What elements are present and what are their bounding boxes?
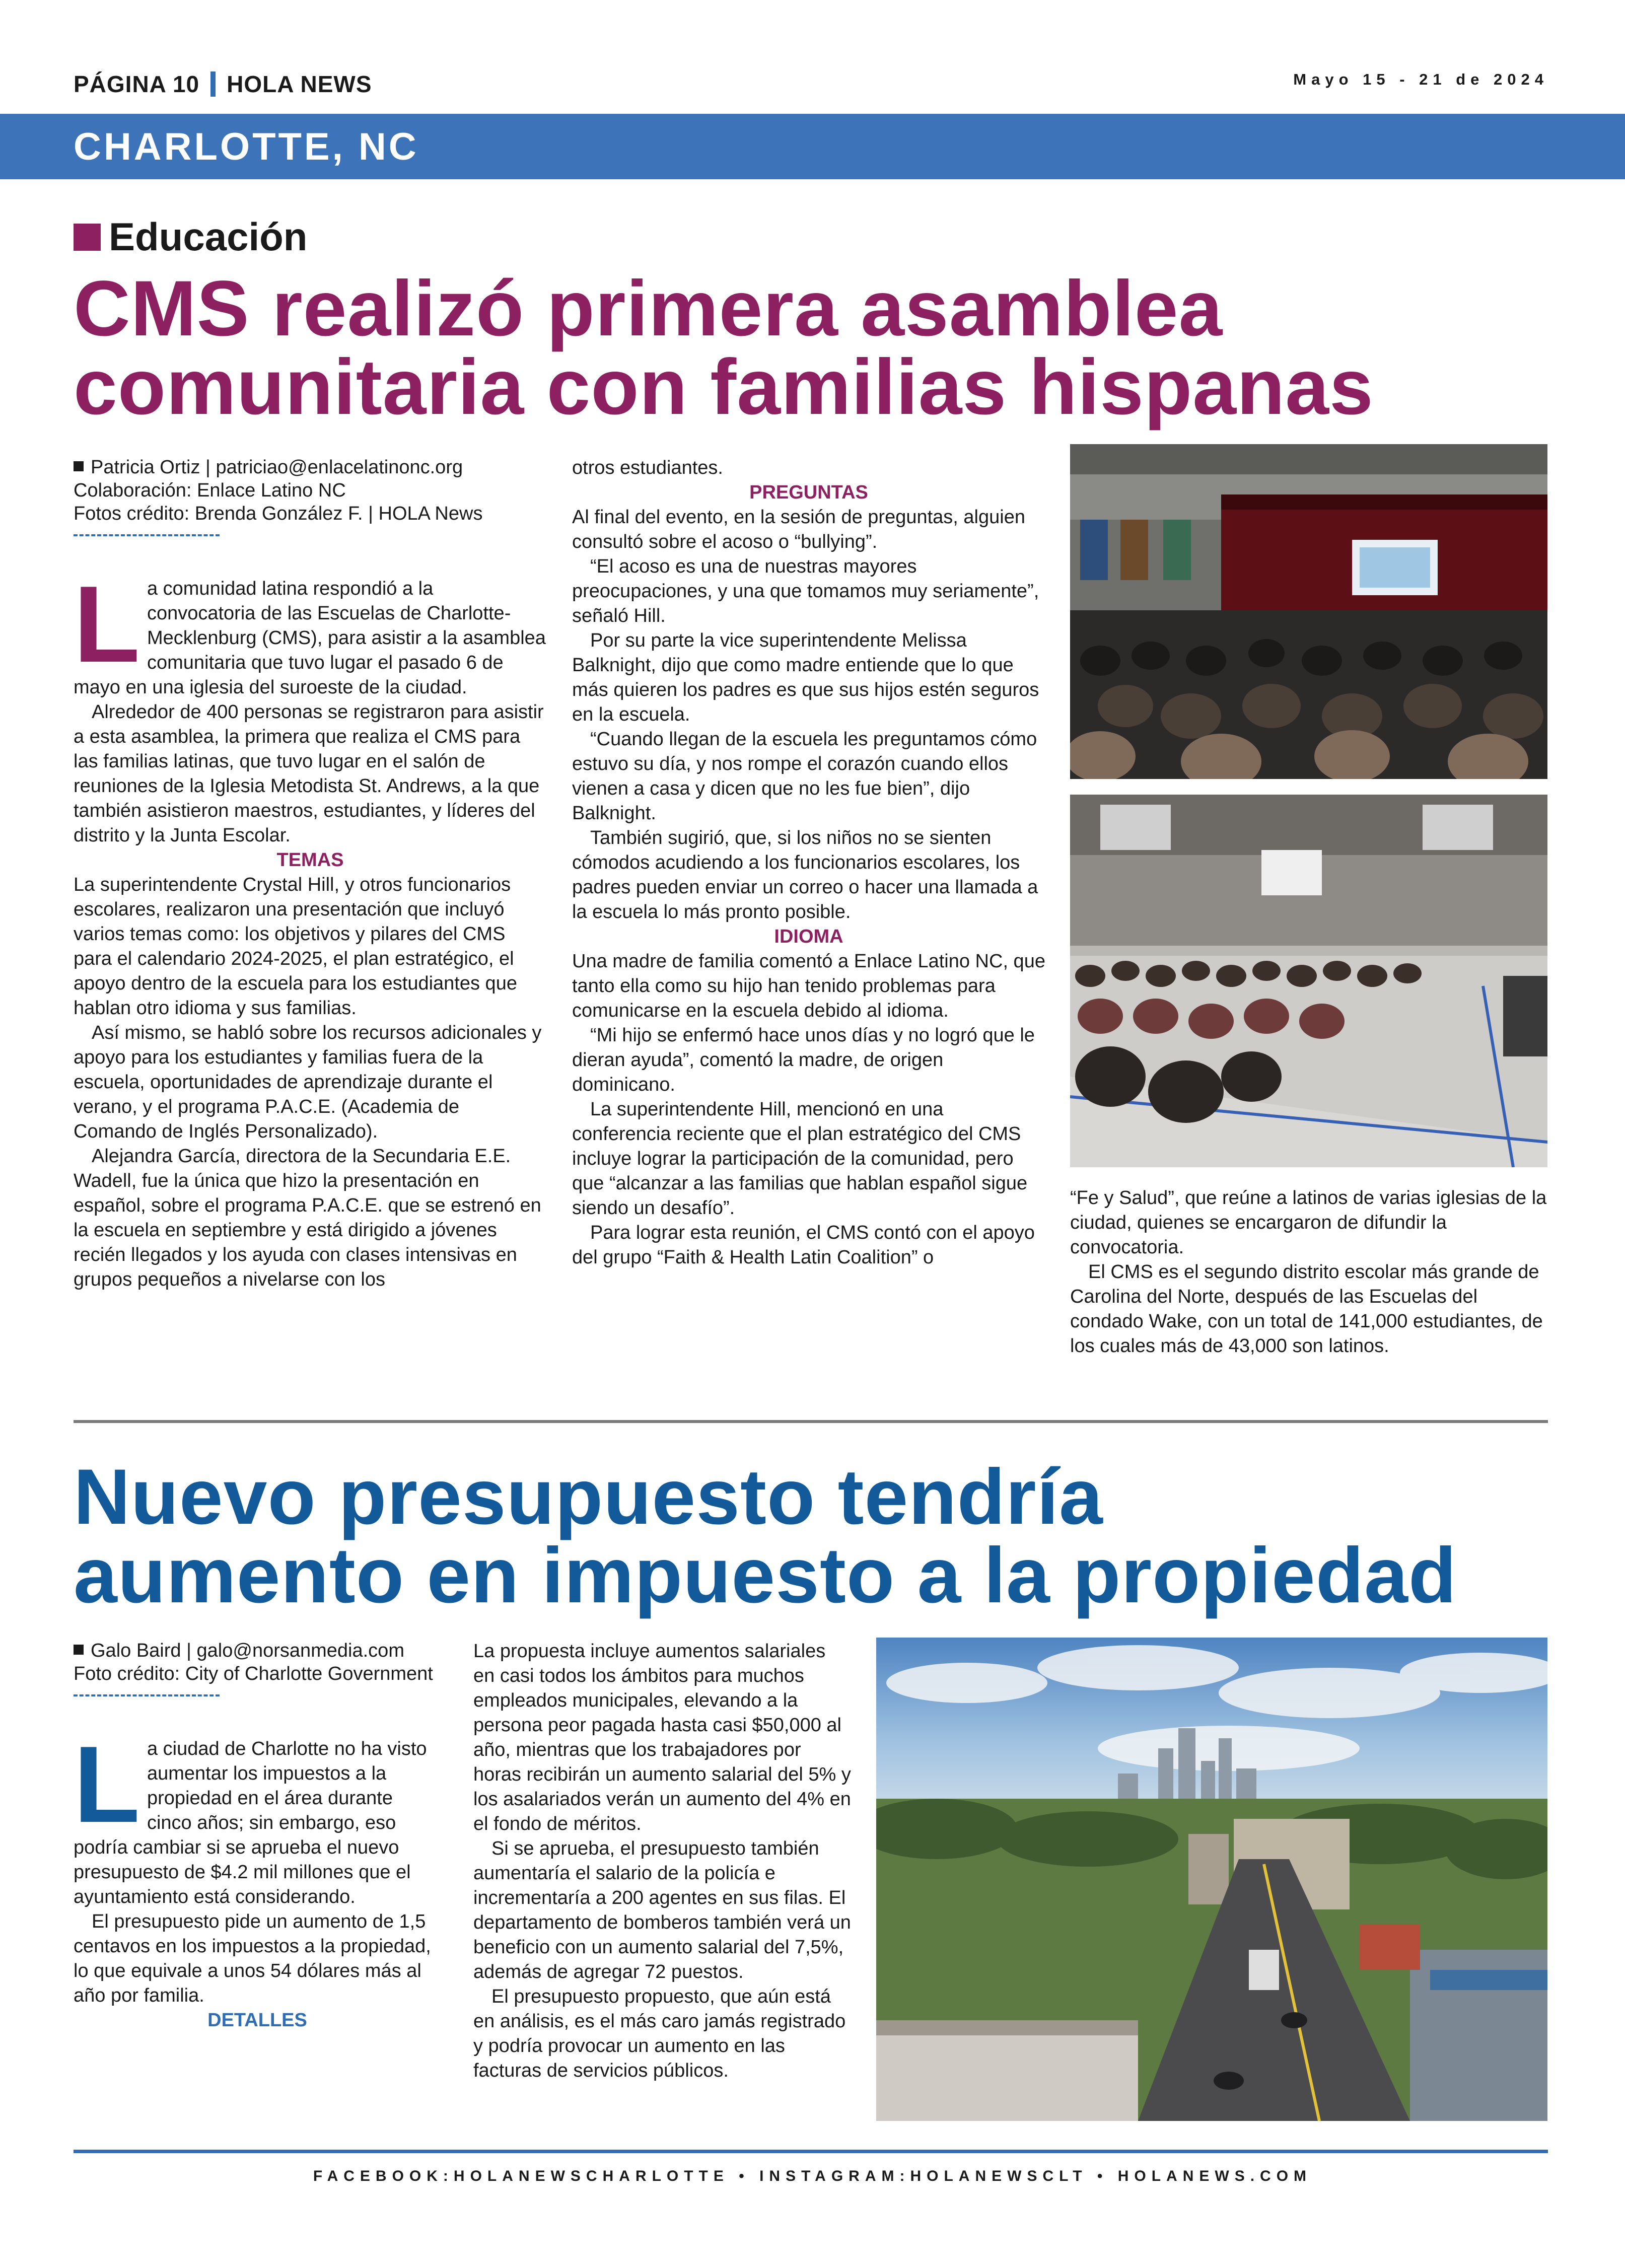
paragraph: “El acoso es una de nuestras mayores preocupaciones, y una que tomamos muy seriamente”, señaló Hill. [572, 556, 1039, 626]
drop-cap: L [74, 563, 140, 685]
article1-headline-line1: CMS realizó primera asamblea [74, 265, 1223, 352]
paragraph: Al final del evento, en la sesión de preguntas, alguien consultó sobre el acoso o “bullying”. [572, 507, 1025, 552]
byline-square-icon [74, 461, 84, 471]
publication-name: HOLA NEWS [227, 71, 372, 97]
paragraph: Por su parte la vice superintendente Melissa Balknight, dijo que como madre entiende que lo que más quieren los padres es que sus hijos estén seguros en la escuela. [572, 630, 1039, 725]
article1-byline [74, 456, 547, 525]
paragraph: También sugirió, que, si los niños no se sienten cómodos acudiendo a los funcionarios escolares, los padres pueden enviar un correo o hacer una llamada a la escuela lo más pronto posible. [572, 827, 1038, 923]
photo-credit: Foto crédito: City of Charlotte Government [74, 1663, 433, 1684]
assembly-photo-gym [1070, 795, 1547, 1167]
city-name: CHARLOTTE, NC [74, 125, 419, 168]
paragraph: La propuesta incluye aumentos salariales en casi todos los ámbitos para muchos empleados municipales, elevando a la persona peor pagada hasta casi $50,000 al año, mientras que los trabajadores por horas recibirán un aumento salarial del 5% y los asalariados verán un aumento del 4% en el fondo de méritos. [473, 1641, 851, 1834]
paragraph: otros estudiantes. [572, 457, 723, 478]
paragraph: Una madre de familia comentó a Enlace Latino NC, que tanto ella como su hijo han tenido problemas para comunicarse en la escuela debido al idioma. [572, 951, 1045, 1021]
article2-column-2 [473, 1639, 851, 2083]
byline-rule [74, 534, 220, 541]
article1-headline [74, 265, 1584, 431]
paragraph: Así mismo, se habló sobre los recursos adicionales y apoyo para los estudiantes y familias fuera de la escuela, oportunidades de aprendizaje durante el verano, y el programa P.A.C.E. (Academia de Comando de Inglés Personalizado). [74, 1022, 542, 1142]
article1-column-3 [1070, 1186, 1547, 1359]
photo-credit: Fotos crédito: Brenda González F. | HOLA News [74, 503, 483, 524]
byline-square-icon [74, 1645, 84, 1655]
page-header [74, 70, 372, 98]
page-number: PÁGINA 10 [74, 71, 200, 97]
author: Galo Baird | galo@norsanmedia.com [91, 1640, 404, 1661]
paragraph: La superintendente Hill, mencionó en una conferencia reciente que el plan estratégico del CMS incluye lograr la participación de la comunidad, pero que “alcanzar a las familias que hablan español sigue siendo un desafío”. [572, 1099, 1028, 1219]
city-banner [0, 114, 1625, 179]
footer-social-links: FACEBOOK:HOLANEWSCHARLOTTE • INSTAGRAM:HOLANEWSCLT • HOLANEWS.COM [313, 2168, 1312, 2184]
subhead-preguntas: PREGUNTAS [749, 482, 868, 503]
article1-column-1 [74, 456, 547, 1292]
article1-column-2 [572, 456, 1045, 1270]
article2-headline-line1: Nuevo presupuesto tendría [74, 1453, 1103, 1541]
byline-rule [74, 1694, 220, 1702]
paragraph: Alrededor de 400 personas se registraron para asistir a esta asamblea, la primera que realiza el CMS para las familias latinas, que tuvo lugar en el salón de reuniones de la Iglesia Metodista St. Andrews, a la que también asistieron maestros, estudiantes, y líderes del distrito y la Junta Escolar. [74, 701, 544, 846]
paragraph: La ciudad de Charlotte no ha visto aumentar los impuestos a la propiedad en el área durante cinco años; sin embargo, eso podría cambiar si se aprueba el nuevo presupuesto de $4.2 mil millones que el ayuntamiento está considerando. [74, 1723, 427, 1907]
article2-byline [74, 1639, 441, 1685]
article-separator [74, 1420, 1548, 1423]
article2-headline-line2: aumento en impuesto a la propiedad [74, 1532, 1457, 1619]
footer-rule [74, 2150, 1548, 2153]
paragraph: La comunidad latina respondió a la convocatoria de las Escuelas de Charlotte-Mecklenburg (CMS), para asistir a la asamblea comunitaria que tuvo lugar el pasado 6 de mayo en una iglesia del suroeste de la ciudad. [74, 563, 546, 698]
collaboration: Colaboración: Enlace Latino NC [74, 480, 346, 501]
paragraph: El presupuesto propuesto, que aún está en análisis, es el más caro jamás registrado y podría provocar un aumento en las facturas de servicios públicos. [473, 1986, 846, 2081]
paragraph: El CMS es el segundo distrito escolar más grande de Carolina del Norte, después de las Escuelas del condado Wake, con un total de 141,000 estudiantes, de los cuales más de 43,000 son latinos. [1070, 1261, 1543, 1357]
paragraph: “Cuando llegan de la escuela les preguntamos cómo estuvo su día, y nos rompe el corazón cuando ellos vienen a casa y dicen que no les fue bien”, dijo Balknight. [572, 729, 1037, 824]
header-divider [210, 72, 216, 97]
paragraph: “Mi hijo se enfermó hace unos días y no logró que le dieran ayuda”, comentó la madre, de origen dominicano. [572, 1025, 1035, 1095]
drop-cap: L [74, 1723, 140, 1845]
subhead-idioma: IDIOMA [774, 926, 843, 947]
subhead-detalles: DETALLES [207, 2010, 307, 2031]
section-label [74, 214, 307, 260]
author: Patricia Ortiz | patriciao@enlacelatinonc.org [91, 457, 463, 478]
paragraph: Alejandra García, directora de la Secundaria E.E. Wadell, fue la única que hizo la presentación en español, sobre el programa P.A.C.E. que se estrenó en la escuela en septiembre y está dirigido a jóvenes recién llegados y los ayuda con clases intensivas en grupos pequeños a nivelarse con los [74, 1146, 541, 1290]
article2-column-1 [74, 1639, 441, 2033]
paragraph: El presupuesto pide un aumento de 1,5 centavos en los impuestos a la propiedad, lo que equivale a unos 54 dólares más al año por familia. [74, 1911, 431, 2006]
paragraph: Si se aprueba, el presupuesto también aumentaría el salario de la policía e incrementaría a 200 agentes en sus filas. El departamento de bomberos también verá un beneficio con un aumento salarial del 7,5%, además de agregar 72 puestos. [473, 1838, 851, 1982]
subhead-temas: TEMAS [276, 849, 344, 871]
paragraph: La superintendente Crystal Hill, y otros funcionarios escolares, realizaron una presentación que incluyó varios temas como: los objetivos y pilares del CMS para el calendario 2024-2025, el plan estratégico, el apoyo dentro de la escuela para los estudiantes que hablan otro idioma y sus familias. [74, 874, 517, 1019]
section-name: Educación [109, 215, 308, 259]
paragraph: “Fe y Salud”, que reúne a latinos de varias iglesias de la ciudad, quienes se encargaron de difundir la convocatoria. [1070, 1187, 1547, 1258]
article2-headline [74, 1453, 1584, 1619]
issue-date: Mayo 15 - 21 de 2024 [1293, 70, 1548, 88]
section-square-icon [74, 224, 101, 251]
paragraph: Para lograr esta reunión, el CMS contó con el apoyo del grupo “Faith & Health Latin Coalition” o [572, 1222, 1035, 1268]
assembly-photo-stage [1070, 444, 1547, 779]
charlotte-skyline-photo [876, 1638, 1547, 2121]
article1-headline-line2: comunitaria con familias hispanas [74, 343, 1374, 431]
